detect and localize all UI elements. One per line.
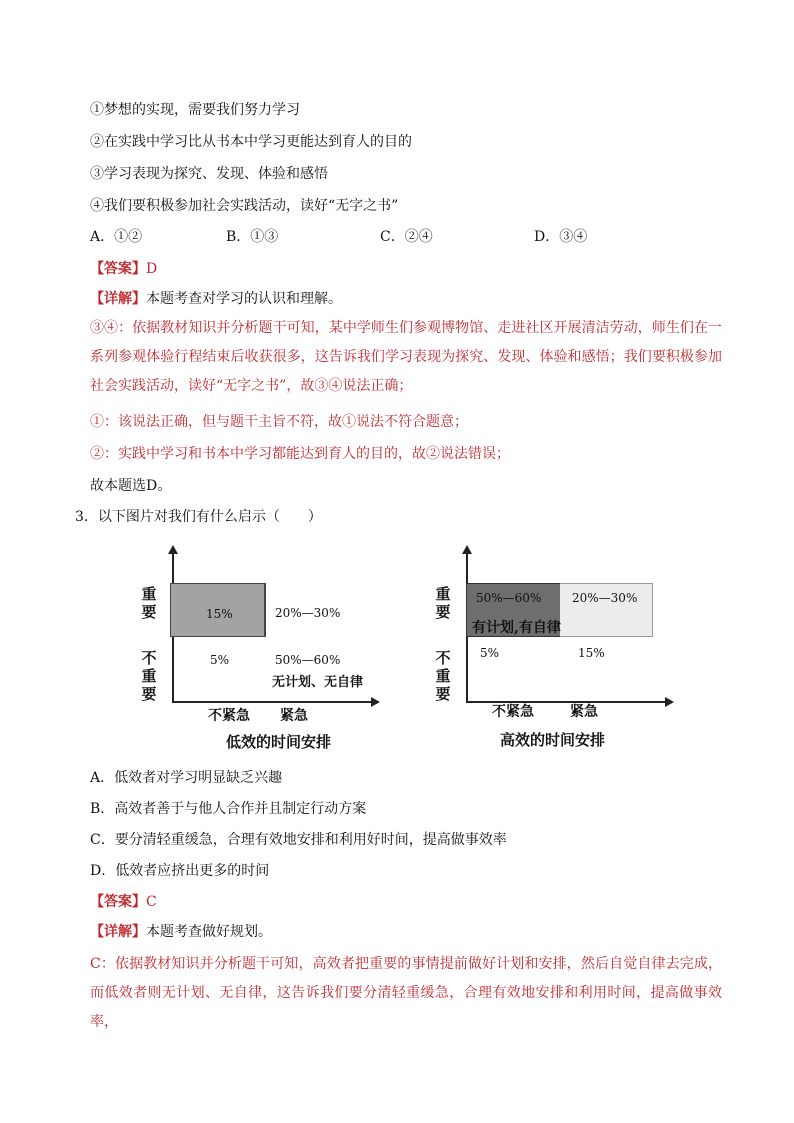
q3-stem xyxy=(75,507,322,527)
q3-stem-text: 以下图片对我们有什么启示（ ） xyxy=(97,509,322,525)
cell-unimportant-urgent: 15% xyxy=(578,646,605,660)
q3-option-c: C．要分清轻重缓急，合理有效地安排和利用好时间，提高做事效率 xyxy=(90,832,507,848)
q2-analysis-1: ③④：依据教材知识并分析题干可知，某中学师生们参观博物馆、走进社区开展清洁劳动，师生们在一系列参观体验行程结束后收获很多，这告诉我们学习表现为探究、发现、体验和感悟；我们要积极参加社会实践活动，读好“无字之书”，故③④说法正确； xyxy=(90,320,722,394)
cell-important-urgent: 20%—30% xyxy=(572,591,638,605)
q2-analysis-2: ①：该说法正确，但与题干主旨不符，故①说法不符合题意； xyxy=(90,414,468,430)
detail-tag: 【详解】 xyxy=(90,924,146,940)
answer-tag: 【答案】 xyxy=(90,261,146,277)
q3-option-d: D．低效者应挤出更多的时间 xyxy=(90,863,270,879)
q2-option-b: B．①③ xyxy=(226,229,279,245)
note-with-plan: 有计划,有自律 xyxy=(472,620,561,636)
statement-2: ②在实践中学习比从书本中学习更能达到育人的目的 xyxy=(90,134,412,150)
detail-tag: 【详解】 xyxy=(90,291,146,307)
y-label-important: 重要 xyxy=(435,585,451,621)
x-label-urgent: 紧急 xyxy=(280,708,308,724)
q3-answer xyxy=(90,892,157,912)
y-label-important: 重要 xyxy=(141,585,157,621)
cell-important-urgent: 20%—30% xyxy=(275,606,341,620)
note-no-plan: 无计划、无自律 xyxy=(272,675,364,690)
caption-low: 低效的时间安排 xyxy=(226,733,332,751)
q2-answer xyxy=(90,259,157,279)
q2-detail xyxy=(90,289,342,309)
q2-option-a: A．①② xyxy=(90,229,143,245)
y-label-not-important: 不重要 xyxy=(141,649,157,703)
statement-4: ④我们要积极参加社会实践活动，读好“无字之书” xyxy=(90,198,399,214)
cell-unimportant-urgent: 50%—60% xyxy=(275,653,341,667)
x-label-urgent: 紧急 xyxy=(570,704,598,720)
answer-value: C xyxy=(146,894,157,910)
detail-text: 本题考查做好规划。 xyxy=(146,924,272,940)
q2-option-c: C．②④ xyxy=(380,229,433,245)
answer-value: D xyxy=(146,261,158,277)
answer-tag: 【答案】 xyxy=(90,894,146,910)
q2-conclusion: 故本题选D。 xyxy=(90,478,172,494)
q3-number: 3． xyxy=(75,509,98,525)
detail-text: 本题考查对学习的认识和理解。 xyxy=(146,291,342,307)
chart-low-efficiency xyxy=(130,545,390,750)
q3-option-b: B．高效者善于与他人合作并且制定行动方案 xyxy=(90,801,367,817)
x-axis-arrow xyxy=(665,697,674,707)
x-axis xyxy=(172,701,372,703)
x-label-not-urgent: 不紧急 xyxy=(208,708,250,724)
cell-unimportant-not-urgent: 5% xyxy=(210,653,230,667)
q2-option-d: D．③④ xyxy=(534,229,588,245)
statement-3: ③学习表现为探究、发现、体验和感悟 xyxy=(90,166,328,182)
y-label-not-important: 不重要 xyxy=(435,649,451,703)
q3-detail xyxy=(90,922,272,942)
x-axis-arrow xyxy=(371,697,380,707)
cell-unimportant-not-urgent: 5% xyxy=(480,646,500,660)
x-label-not-urgent: 不紧急 xyxy=(492,704,534,720)
cell-important-not-urgent: 15% xyxy=(206,607,233,621)
q3-analysis: C：依据教材知识并分析题干可知，高效者把重要的事情提前做好计划和安排，然后自觉自律去完成，而低效者则无计划、无自律，这告诉我们要分清轻重缓急，合理有效地安排和利用时间，提高做事效率， xyxy=(90,956,722,1030)
caption-high: 高效的时间安排 xyxy=(500,731,606,749)
statement-1: ①梦想的实现，需要我们努力学习 xyxy=(90,102,300,118)
q3-option-a: A．低效者对学习明显缺乏兴趣 xyxy=(90,770,283,786)
quadrant-divider xyxy=(264,583,265,636)
cell-important-not-urgent: 50%—60% xyxy=(476,591,542,605)
chart-high-efficiency xyxy=(430,545,690,750)
q2-analysis-3: ②：实践中学习和书本中学习都能达到育人的目的，故②说法错误； xyxy=(90,446,510,462)
